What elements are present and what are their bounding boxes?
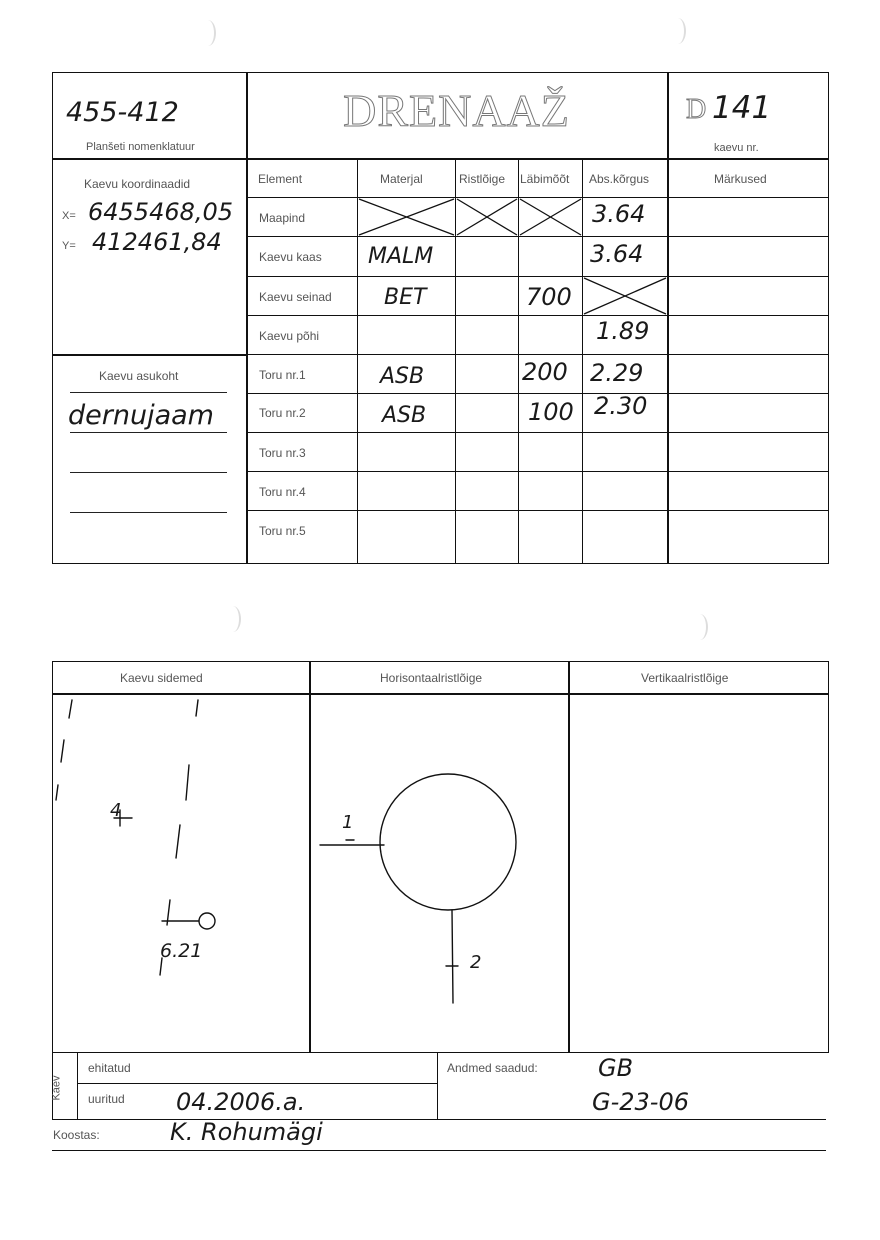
ties-distance: 4 [110, 800, 122, 821]
ehitatud-label: ehitatud [88, 1061, 131, 1075]
andmed-value-2: G-23-06 [592, 1088, 689, 1116]
nomenclature-value: 455-412 [66, 97, 179, 128]
row-element-label: Kaevu põhi [259, 329, 320, 343]
pipe1-label: 1 [342, 812, 354, 833]
cell-labimoot: 700 [526, 283, 572, 311]
col-header-labimoot: Läbimõõt [520, 172, 570, 186]
y-prefix: Y= [62, 240, 76, 252]
ties-measure: 6.21 [160, 940, 203, 962]
cell-korgus: 3.64 [590, 240, 644, 268]
horizontal-section-label: Horisontaalristlõige [380, 671, 483, 685]
koostas-label: Koostas: [53, 1128, 100, 1142]
cell-korgus: 2.29 [590, 359, 644, 387]
uuritud-value: 04.2006.a. [176, 1088, 306, 1116]
y-coordinate: 412461,84 [92, 228, 222, 256]
nomenclature-label: Planšeti nomenklatuur [86, 141, 195, 153]
col-header-materjal: Materjal [380, 172, 423, 186]
col-header-ristloige: Ristlõige [459, 172, 506, 186]
row-element-label: Toru nr.4 [259, 485, 306, 499]
well-number: 141 [712, 90, 772, 126]
cell-materjal: ASB [380, 364, 425, 389]
kaev-label: Kaev [50, 1075, 63, 1101]
pipe2-label: 2 [470, 952, 482, 973]
uuritud-label: uuritud [88, 1092, 125, 1106]
cell-labimoot: 200 [522, 358, 568, 386]
koostas-signature: K. Rohumägi [170, 1118, 323, 1146]
cell-materjal: MALM [368, 244, 434, 269]
row-element-label: Toru nr.1 [259, 368, 306, 382]
cell-materjal: ASB [382, 403, 427, 428]
row-element-label: Toru nr.5 [259, 524, 306, 538]
andmed-value-1: GB [598, 1054, 634, 1082]
row-element-label: Kaevu kaas [259, 250, 322, 264]
ties-label: Kaevu sidemed [120, 671, 203, 685]
cell-korgus: 3.64 [592, 200, 646, 228]
row-element-label: Toru nr.3 [259, 446, 306, 460]
vertical-section-label: Vertikaalristlõige [641, 671, 729, 685]
row-element-label: Maapind [259, 211, 306, 225]
x-prefix: X= [62, 210, 76, 222]
well-prefix: D [686, 94, 707, 125]
cell-korgus: 2.30 [594, 392, 648, 420]
col-header-markused: Märkused [714, 172, 767, 186]
location-label: Kaevu asukoht [99, 369, 179, 383]
cell-materjal: BET [384, 285, 427, 310]
row-element-label: Toru nr.2 [259, 406, 306, 420]
col-header-element: Element [258, 172, 303, 186]
well-label: kaevu nr. [714, 142, 759, 154]
location-value: dernujaam [68, 400, 214, 431]
x-coordinate: 6455468,05 [88, 198, 234, 226]
coordinates-label: Kaevu koordinaadid [84, 177, 191, 191]
cell-labimoot: 100 [528, 398, 574, 426]
page-title: DRENAAŽ [343, 85, 570, 136]
col-header-korgus: Abs.kõrgus [589, 172, 650, 186]
row-element-label: Kaevu seinad [259, 290, 332, 304]
andmed-label: Andmed saadud: [447, 1061, 538, 1075]
cell-korgus: 1.89 [596, 317, 650, 345]
